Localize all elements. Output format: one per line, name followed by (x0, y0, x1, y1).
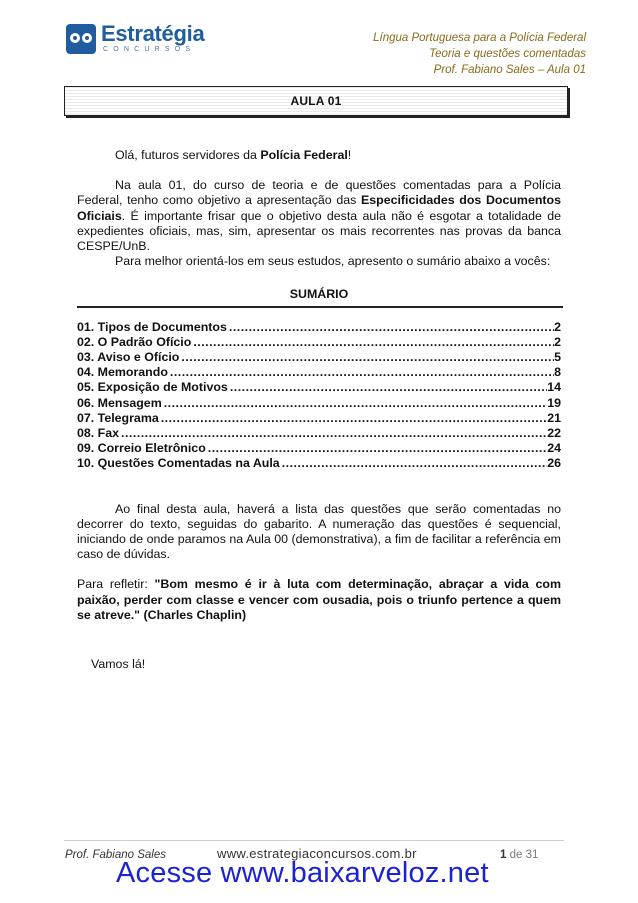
aula-banner (64, 86, 568, 116)
summary-item[interactable]: 01. Tipos de Documentos ..... 2 (77, 320, 561, 335)
course-header (373, 30, 586, 78)
intro-bold: Especificidades dos Documentos Oficiais (77, 193, 561, 223)
reflection-paragraph: Para refletir: "Bom mesmo é ir à luta com determinação, abraçar a vida com paixão, perder com classe e vencer com ousadia, pois o triunfo pertence a quem se atreve." (Charles Chaplin) (77, 577, 561, 622)
owl-logo-icon (66, 24, 96, 54)
course-author: Prof. Fabiano Sales – Aula 01 (433, 64, 586, 76)
course-title: Língua Portuguesa para a Polícia Federal (373, 32, 586, 44)
summary-item[interactable]: 02. O Padrão Ofício ..... 2 (77, 335, 561, 350)
summary-item[interactable]: 04. Memorando ..... 8 (77, 365, 561, 380)
summary-title: SUMÁRIO (289, 287, 349, 302)
intro-paragraph: Na aula 01, do curso de teoria e de questões comentadas para a Polícia Federal, tenho como objetivo a apresentação das Especificidades dos Documentos Oficiais. É importante frisar que o objetivo desta aula não é esgotar a totalidade de expedientes oficiais, mas, sim, apresentar os mais recorrentes nas provas da banca CESPE/UnB. (77, 178, 561, 254)
watermark-link[interactable]: Acesse www.baixarveloz.net (116, 857, 489, 889)
brand-logo (66, 21, 216, 60)
footer-author: Prof. Fabiano Sales (65, 849, 167, 861)
footer-divider (64, 840, 564, 841)
summary-item[interactable]: 03. Aviso e Ofício ..... 5 (77, 350, 561, 365)
sign-off: Vamos lá! (91, 657, 146, 672)
logo-subtext: CONCURSOS (103, 46, 196, 53)
summary-divider (77, 306, 563, 308)
orientation-paragraph: Para melhor orientá-los em seus estudos, apresento o sumário abaixo a vocês: (115, 254, 551, 269)
footer-website-link[interactable]: www.estrategiaconcursos.com.br (217, 846, 417, 861)
aula-label: AULA 01 (290, 94, 342, 108)
page-number: 1 de 31 (500, 849, 539, 861)
summary-item[interactable]: 07. Telegrama ..... 21 (77, 411, 561, 426)
course-subtitle: Teoria e questões comentadas (429, 48, 586, 60)
summary-item[interactable]: 10. Questões Comentadas na Aula ..... 26 (77, 456, 561, 471)
greeting-paragraph: Olá, futuros servidores da Polícia Federal! (115, 148, 352, 162)
summary-list (77, 320, 561, 472)
logo-text: Estratégia (101, 21, 205, 46)
summary-item[interactable]: 06. Mensagem ..... 19 (77, 396, 561, 411)
document-body (77, 148, 561, 672)
summary-item[interactable]: 09. Correio Eletrônico ..... 24 (77, 441, 561, 456)
closing-paragraph: Ao final desta aula, haverá a lista das questões que serão comentadas no decorrer do texto, seguidas do gabarito. A numeração das questões é sequencial, iniciando de onde paramos na Aula 00 (demonstrativa), a fim de facilitar a referência em caso de dúvidas. (77, 501, 561, 562)
reflection-quote: "Bom mesmo é ir à luta com determinação, abraçar a vida com paixão, perder com classe e vencer com ousadia, pois o triunfo pertence a quem se atreve." (Charles Chaplin) (77, 577, 561, 622)
summary-item[interactable]: 08. Fax ..... 22 (77, 426, 561, 441)
summary-item[interactable]: 05. Exposição de Motivos ..... 14 (77, 380, 561, 395)
greeting-bold: Polícia Federal (260, 148, 348, 162)
